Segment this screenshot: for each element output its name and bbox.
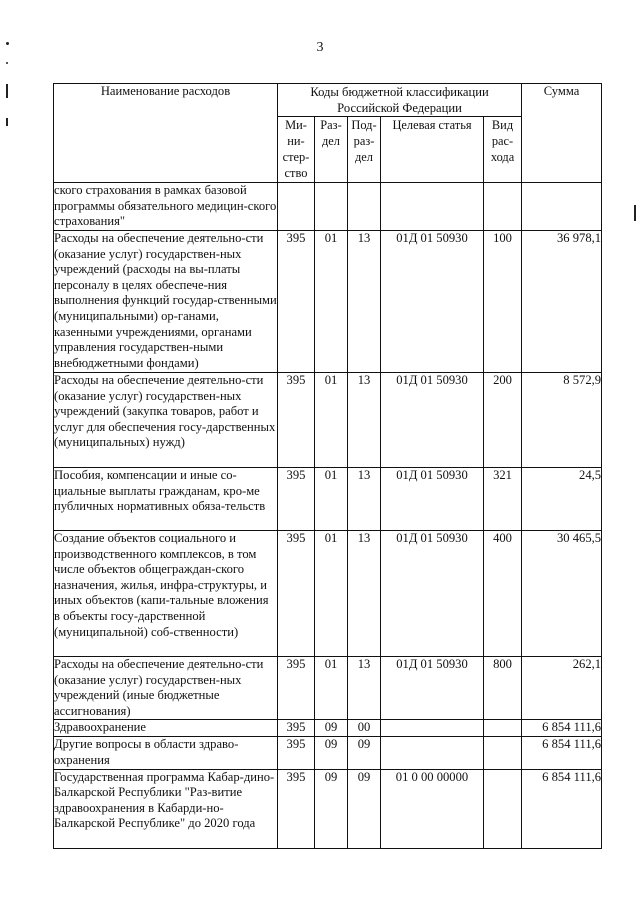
budget-classification-table <box>53 83 602 849</box>
cell-ministry: 395 <box>278 769 315 848</box>
header-expense-type: Вид рас-хода <box>484 117 522 183</box>
cell-expense-type: 400 <box>484 531 522 657</box>
scan-mark <box>634 205 636 221</box>
cell-target-article <box>381 183 484 231</box>
cell-name: Другие вопросы в области здраво-охранения <box>54 737 278 769</box>
table-row <box>54 769 602 848</box>
cell-subsection: 00 <box>348 720 381 737</box>
cell-name: Государственная программа Кабар-дино-Балкарской Республики "Раз-витие здравоохранения в Кабарди-но-Балкарской Республике" до 2020 года <box>54 769 278 848</box>
cell-ministry: 395 <box>278 468 315 531</box>
scan-mark <box>6 42 9 45</box>
table-row <box>54 737 602 769</box>
cell-subsection: 13 <box>348 468 381 531</box>
header-expense-name: Наименование расходов <box>54 84 278 183</box>
cell-target-article: 01Д 01 50930 <box>381 373 484 468</box>
cell-section: 01 <box>315 468 348 531</box>
cell-name: Создание объектов социального и производственного комплексов, в том числе объектов общеграждан-ского назначения, жилья, инфра-структуры, и иных объектов (капи-тальные вложения в объекты госу-дарственной (муниципальной) соб-ственности) <box>54 531 278 657</box>
cell-sum: 6 854 111,6 <box>522 720 602 737</box>
cell-expense-type <box>484 737 522 769</box>
table-row <box>54 468 602 531</box>
header-target-article: Целевая статья <box>381 117 484 183</box>
cell-target-article: 01Д 01 50930 <box>381 231 484 373</box>
cell-expense-type: 321 <box>484 468 522 531</box>
cell-expense-type: 800 <box>484 657 522 720</box>
cell-section: 01 <box>315 231 348 373</box>
cell-subsection: 13 <box>348 657 381 720</box>
cell-expense-type <box>484 769 522 848</box>
cell-ministry: 395 <box>278 657 315 720</box>
cell-subsection <box>348 183 381 231</box>
cell-subsection: 09 <box>348 737 381 769</box>
cell-expense-type: 100 <box>484 231 522 373</box>
cell-subsection: 13 <box>348 373 381 468</box>
cell-ministry: 395 <box>278 720 315 737</box>
cell-ministry: 395 <box>278 373 315 468</box>
cell-section: 09 <box>315 720 348 737</box>
cell-name: Здравоохранение <box>54 720 278 737</box>
header-sum: Сумма <box>522 84 602 183</box>
header-ministry: Ми-ни-стер-ство <box>278 117 315 183</box>
cell-subsection: 13 <box>348 231 381 373</box>
cell-section: 09 <box>315 737 348 769</box>
table-row <box>54 657 602 720</box>
cell-sum: 6 854 111,6 <box>522 737 602 769</box>
cell-sum: 262,1 <box>522 657 602 720</box>
scan-mark <box>6 84 8 98</box>
table-row <box>54 531 602 657</box>
cell-name: Пособия, компенсации и иные со-циальные выплаты гражданам, кро-ме публичных нормативных обяза-тельств <box>54 468 278 531</box>
cell-subsection: 13 <box>348 531 381 657</box>
header-subsection: Под-раз-дел <box>348 117 381 183</box>
scan-mark <box>6 118 8 126</box>
cell-subsection: 09 <box>348 769 381 848</box>
header-budget-codes: Коды бюджетной классификации Российской Федерации <box>278 84 522 117</box>
cell-section <box>315 183 348 231</box>
cell-name: Расходы на обеспечение деятельно-сти (оказание услуг) государствен-ных учреждений (закупка товаров, работ и услуг для обеспечения госу-дарственных (муниципальных) нужд) <box>54 373 278 468</box>
cell-name: ского страхования в рамках базовой программы обязательного медицин-ского страхования" <box>54 183 278 231</box>
cell-section: 01 <box>315 373 348 468</box>
page-number: 3 <box>316 40 324 55</box>
cell-expense-type <box>484 183 522 231</box>
cell-section: 01 <box>315 657 348 720</box>
cell-ministry: 395 <box>278 231 315 373</box>
cell-sum: 36 978,1 <box>522 231 602 373</box>
cell-sum <box>522 183 602 231</box>
cell-section: 09 <box>315 769 348 848</box>
cell-target-article: 01Д 01 50930 <box>381 468 484 531</box>
cell-name: Расходы на обеспечение деятельно-сти (оказание услуг) государствен-ных учреждений (иные бюджетные ассигнования) <box>54 657 278 720</box>
cell-sum: 30 465,5 <box>522 531 602 657</box>
cell-target-article: 01 0 00 00000 <box>381 769 484 848</box>
cell-section: 01 <box>315 531 348 657</box>
cell-target-article <box>381 737 484 769</box>
cell-sum: 24,5 <box>522 468 602 531</box>
table-row <box>54 183 602 231</box>
header-section: Раз-дел <box>315 117 348 183</box>
cell-target-article: 01Д 01 50930 <box>381 531 484 657</box>
cell-ministry <box>278 183 315 231</box>
cell-sum: 8 572,9 <box>522 373 602 468</box>
cell-target-article: 01Д 01 50930 <box>381 657 484 720</box>
cell-name: Расходы на обеспечение деятельно-сти (оказание услуг) государствен-ных учреждений (расходы на вы-платы персоналу в целях обеспече-ния выполнения функций государ-ственными (муниципальными) ор-ганами, казенными учреждениями, органами управления государствен-ными внебюджетными фондами) <box>54 231 278 373</box>
cell-expense-type: 200 <box>484 373 522 468</box>
cell-ministry: 395 <box>278 737 315 769</box>
cell-expense-type <box>484 720 522 737</box>
cell-ministry: 395 <box>278 531 315 657</box>
table-row <box>54 720 602 737</box>
scan-mark <box>6 62 8 64</box>
cell-sum: 6 854 111,6 <box>522 769 602 848</box>
cell-target-article <box>381 720 484 737</box>
table-row <box>54 373 602 468</box>
table-row <box>54 231 602 373</box>
